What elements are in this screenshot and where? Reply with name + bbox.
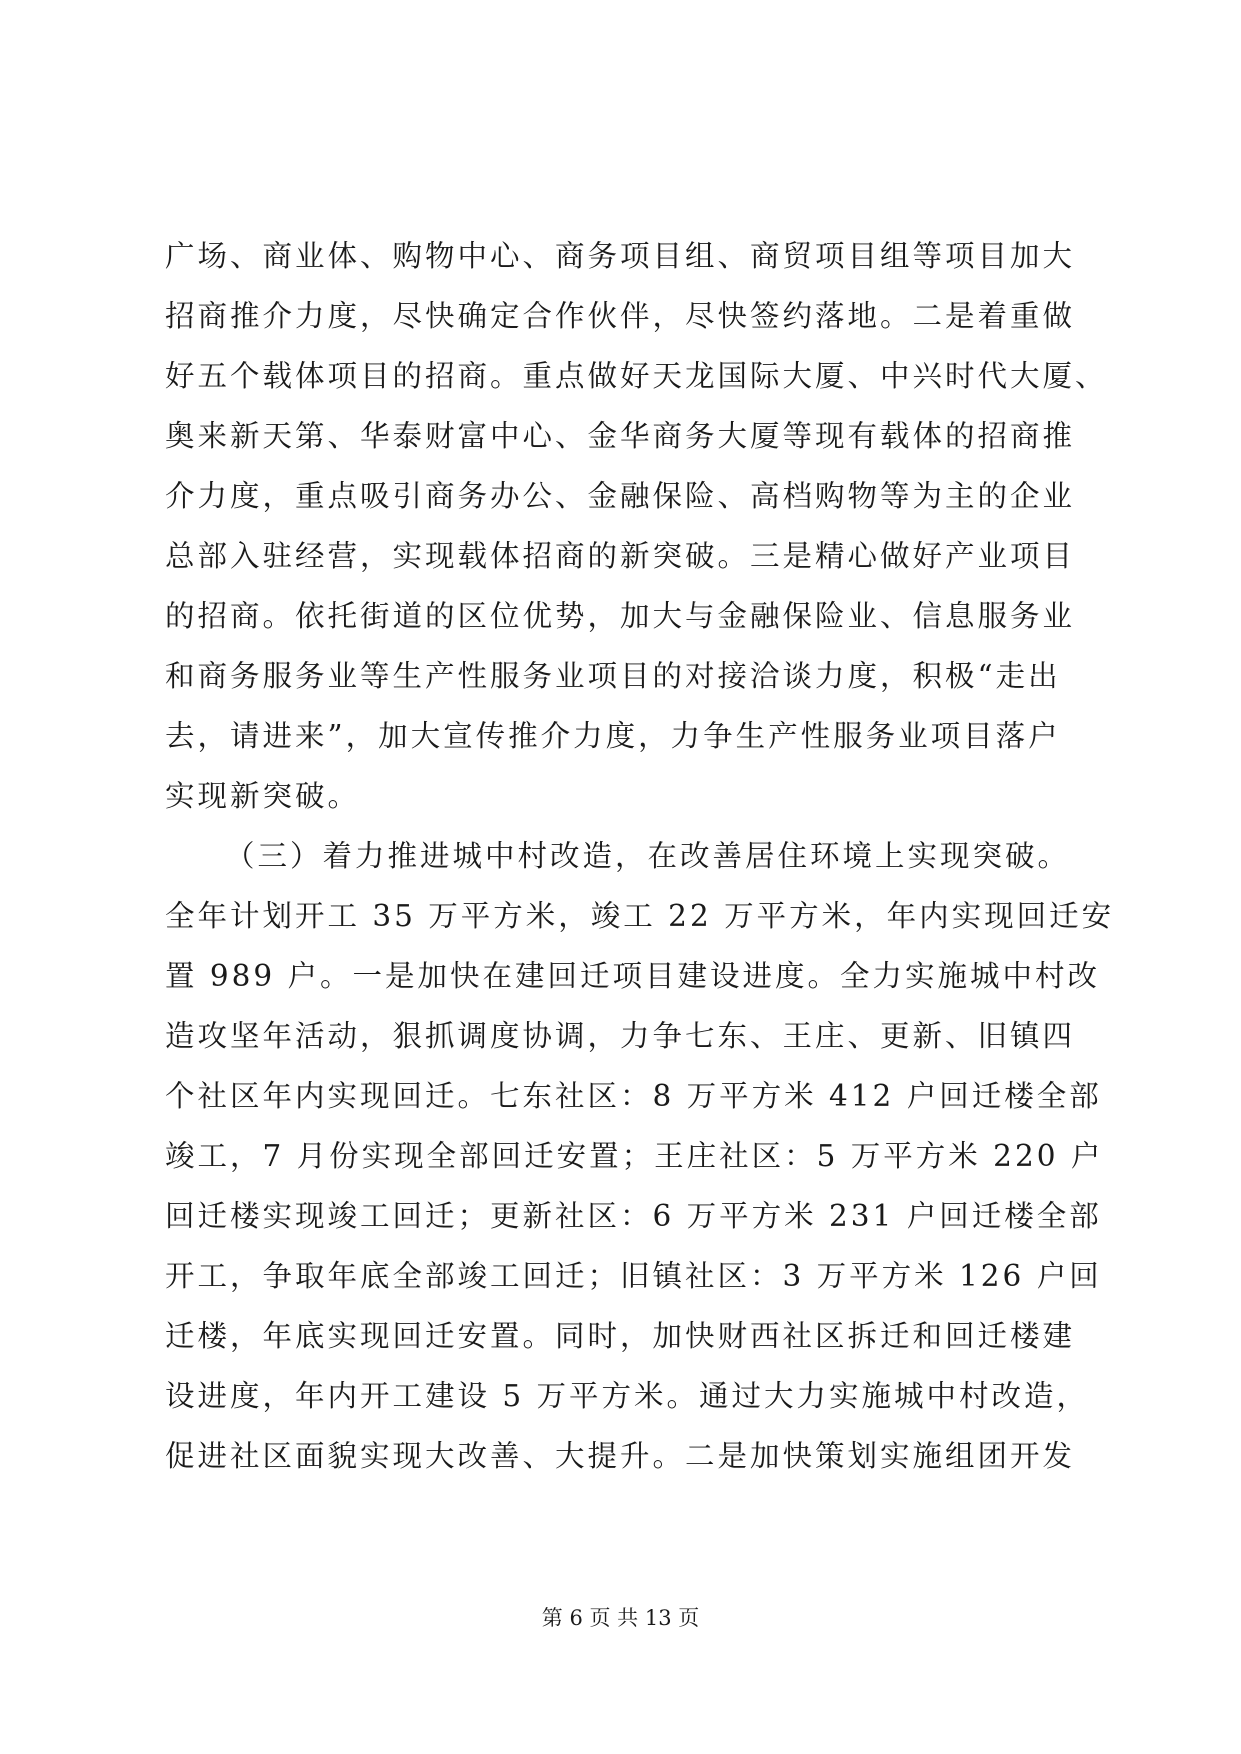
text-line: 回迁楼实现竣工回迁；更新社区：6 万平方米 231 户回迁楼全部 <box>165 1199 1102 1233</box>
text-line: 造攻坚年活动，狠抓调度协调，力争七东、王庄、更新、旧镇四 <box>165 1019 1076 1053</box>
text-line: 设进度，年内开工建设 5 万平方米。通过大力实施城中村改造， <box>165 1379 1090 1413</box>
text-line: 竣工，7 月份实现全部回迁安置；王庄社区：5 万平方米 220 户 <box>165 1139 1104 1173</box>
text-line: 促进社区面貌实现大改善、大提升。二是加快策划实施组团开发 <box>165 1439 1076 1473</box>
page-number-label: 第 6 页 共 13 页 <box>541 1606 700 1630</box>
section-heading: （三）着力推进城中村改造，在改善居住环境上实现突破。 <box>225 839 1071 873</box>
text-line: 个社区年内实现回迁。七东社区：8 万平方米 412 户回迁楼全部 <box>165 1079 1102 1113</box>
text-line: 实现新突破。 <box>165 779 361 813</box>
text-line: 的招商。依托街道的区位优势，加大与金融保险业、信息服务业 <box>165 599 1076 633</box>
text-line: 去，请进来”，加大宣传推介力度，力争生产性服务业项目落户 <box>165 719 1061 753</box>
text-line: 总部入驻经营，实现载体招商的新突破。三是精心做好产业项目 <box>165 539 1076 573</box>
page-footer <box>0 1602 1241 1632</box>
text-line: 广场、商业体、购物中心、商务项目组、商贸项目组等项目加大 <box>165 239 1076 273</box>
text-line: 全年计划开工 35 万平方米，竣工 22 万平方米，年内实现回迁安 <box>165 899 1115 933</box>
text-line: 置 989 户。一是加快在建回迁项目建设进度。全力实施城中村改 <box>165 959 1101 993</box>
text-line: 好五个载体项目的招商。重点做好天龙国际大厦、中兴时代大厦、 <box>165 359 1108 393</box>
document-body <box>165 226 1115 1486</box>
text-line: 开工，争取年底全部竣工回迁；旧镇社区：3 万平方米 126 户回 <box>165 1259 1102 1293</box>
text-line: 迁楼，年底实现回迁安置。同时，加快财西社区拆迁和回迁楼建 <box>165 1319 1076 1353</box>
text-line: 招商推介力度，尽快确定合作伙伴，尽快签约落地。二是着重做 <box>165 299 1076 333</box>
text-line: 介力度，重点吸引商务办公、金融保险、高档购物等为主的企业 <box>165 479 1076 513</box>
text-line: 奥来新天第、华泰财富中心、金华商务大厦等现有载体的招商推 <box>165 419 1076 453</box>
text-line: 和商务服务业等生产性服务业项目的对接洽谈力度，积极“走出 <box>165 659 1061 693</box>
